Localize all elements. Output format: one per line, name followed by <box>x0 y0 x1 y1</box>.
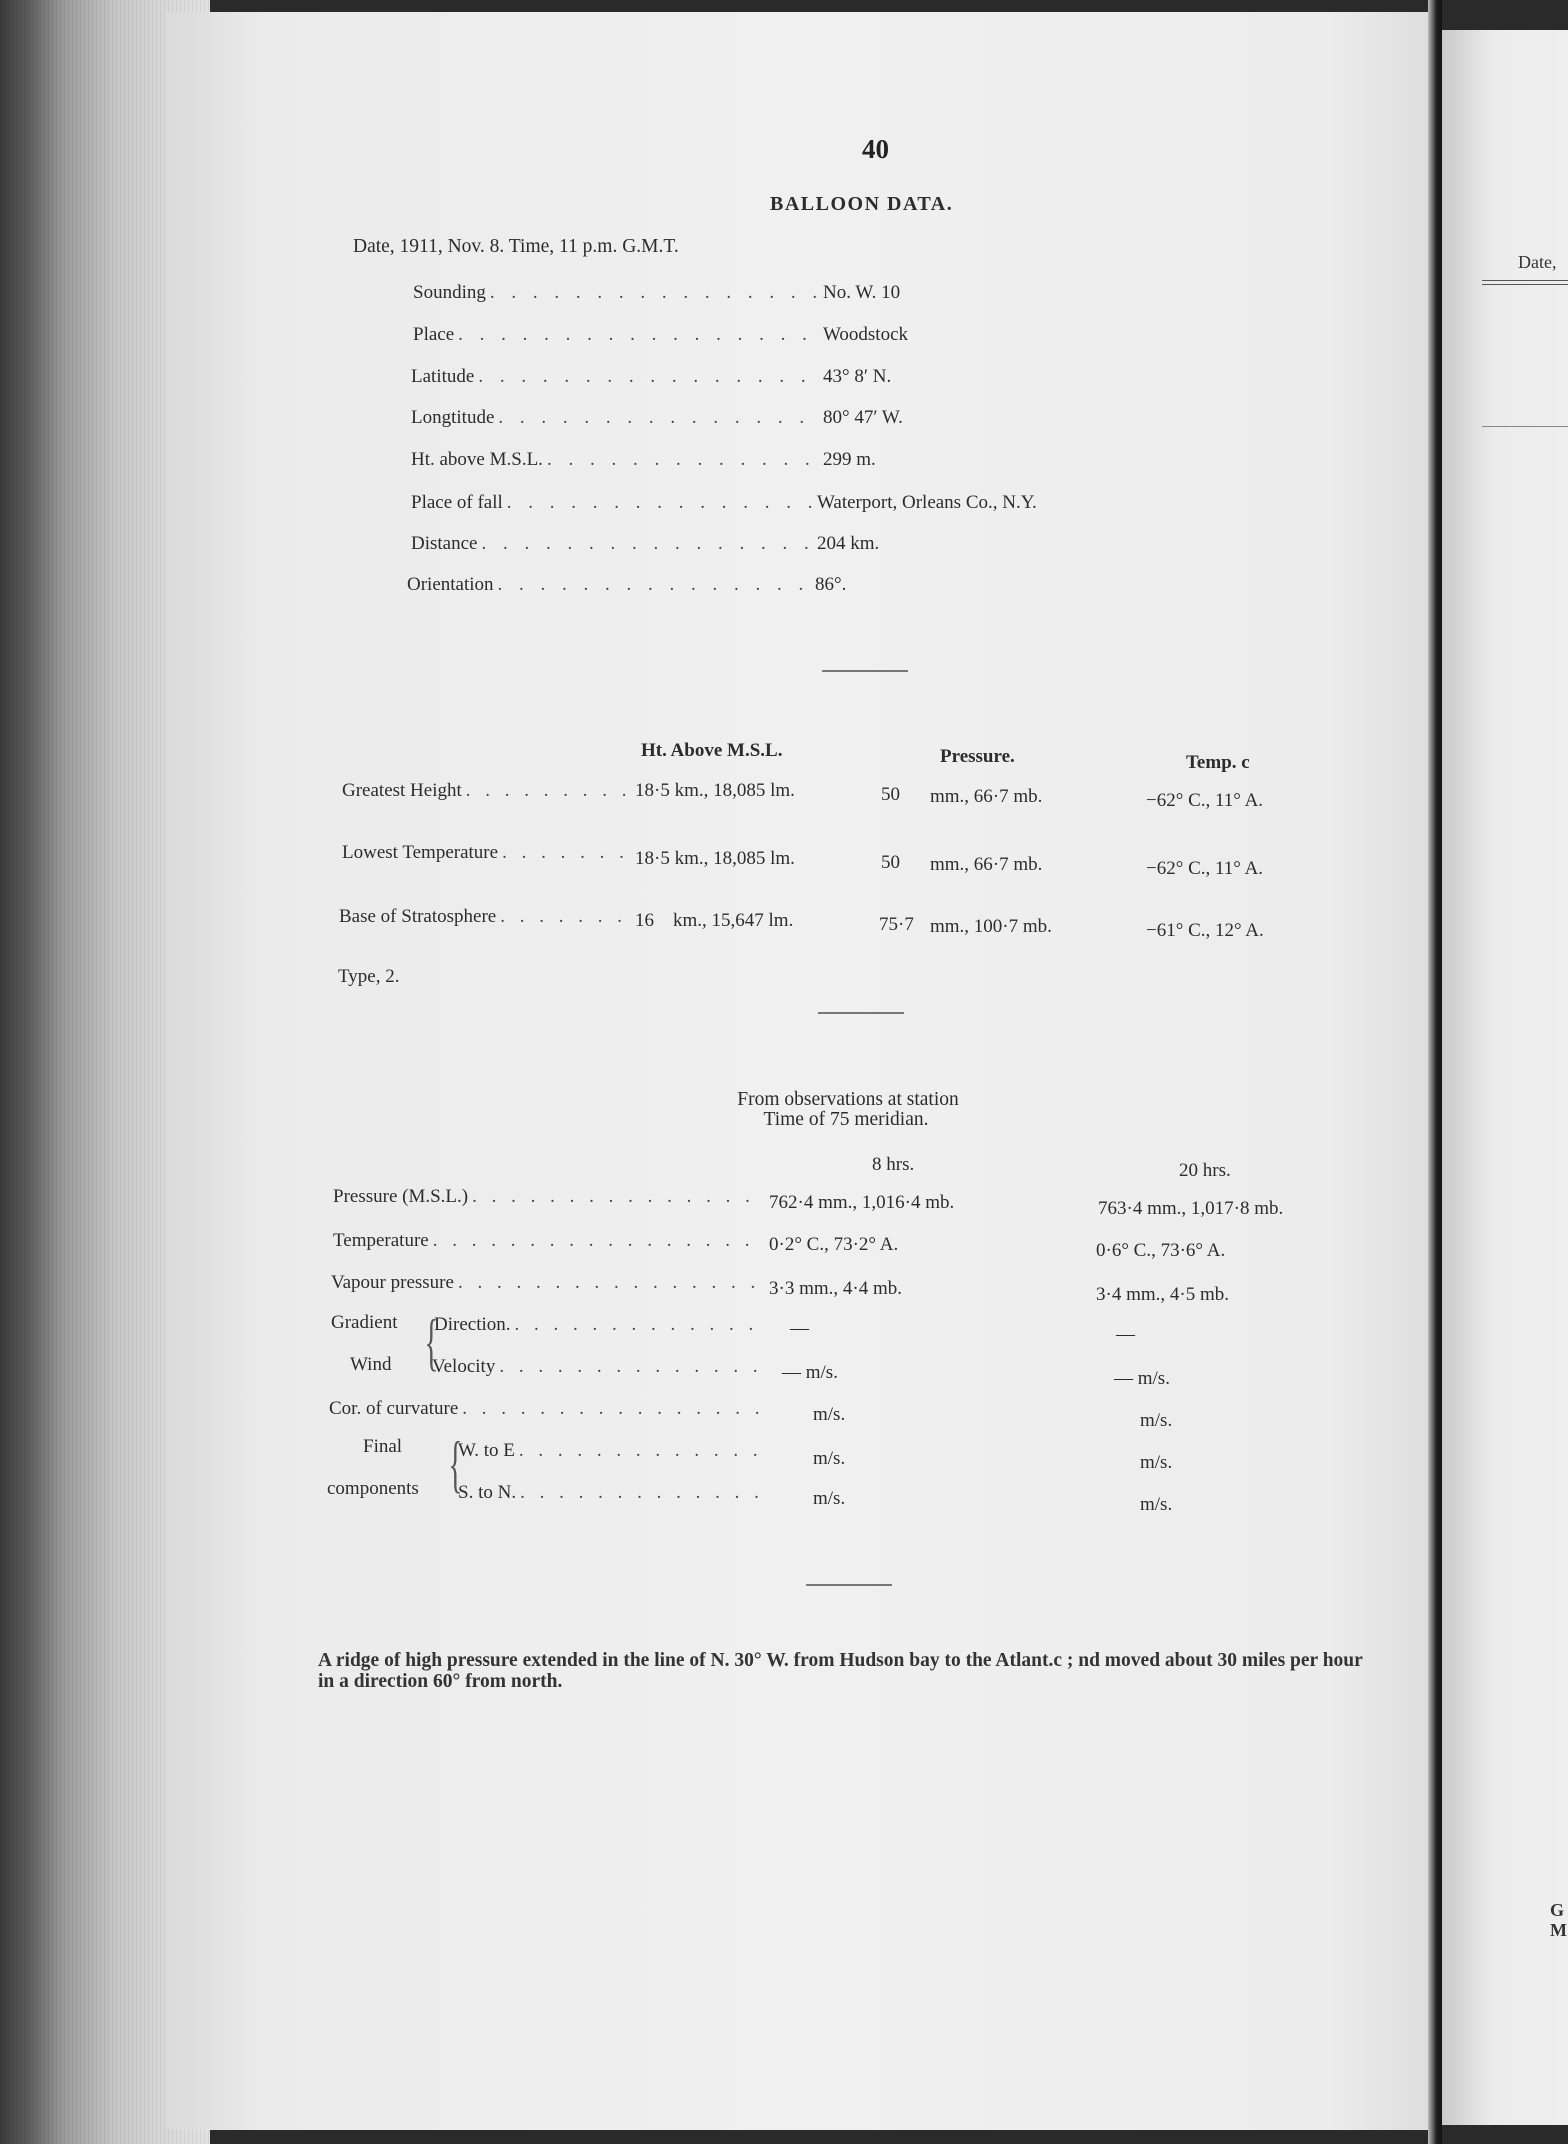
row-label: W. to E <box>458 1440 515 1461</box>
next-page-edge <box>1442 30 1568 2125</box>
section-divider <box>818 1012 904 1014</box>
row-direction-label <box>434 1310 764 1336</box>
row-label: S. to N. <box>458 1482 517 1503</box>
row-label: Base of Stratosphere <box>339 906 497 927</box>
leader-dots <box>502 842 632 864</box>
row-label: Velocity <box>432 1356 496 1377</box>
cell-20hrs: m/s. <box>1140 1452 1173 1473</box>
brace-icon: { <box>448 1428 463 1499</box>
cell-pressure-mb: mm., 66·7 mb. <box>930 786 1043 807</box>
next-page-date-fragment: Date, <box>1518 252 1557 272</box>
summary-paragraph: A ridge of high pressure extended in the line of N. 30° W. from Hudson bay to the Atlant.c ; nd moved about 30 miles per hour in a direction 60° from north. <box>318 1650 1363 1692</box>
cell-height: 18·5 km., 18,085 lm. <box>635 848 795 869</box>
page-number: 40 <box>862 134 889 164</box>
row-label: Lowest Temperature <box>342 842 499 863</box>
cell-8hrs: 0·2° C., 73·2° A. <box>769 1234 899 1255</box>
next-page-fragment-g: G <box>1550 1900 1565 1920</box>
info-value: 86°. <box>815 574 847 595</box>
info-value: 204 km. <box>817 533 880 554</box>
info-label: Latitude <box>411 366 475 387</box>
leader-dots <box>500 906 632 928</box>
info-value: Woodstock <box>823 324 909 345</box>
info-label: Place of fall <box>411 492 503 513</box>
info-value: 80° 47′ W. <box>823 407 903 428</box>
info-value: 299 m. <box>823 449 876 470</box>
cell-8hrs: — m/s. <box>782 1362 838 1383</box>
info-row-sounding <box>413 278 1133 304</box>
page-title: BALLOON DATA. <box>770 193 954 215</box>
row-cor-curvature-label <box>329 1394 764 1420</box>
leader-dots <box>472 1186 763 1208</box>
cell-pressure-mm: 75·7 <box>879 914 914 935</box>
row-temperature-label <box>333 1226 763 1252</box>
leader-dots <box>458 1272 763 1294</box>
info-row-distance <box>411 529 1133 555</box>
info-value: Waterport, Orleans Co., N.Y. <box>817 492 1037 513</box>
info-row-latitude <box>411 362 1133 388</box>
cell-8hrs: m/s. <box>813 1404 846 1425</box>
cell-20hrs: m/s. <box>1140 1494 1173 1515</box>
leader-dots <box>515 1314 764 1336</box>
column-header-height: Ht. Above M.S.L. <box>641 740 783 761</box>
group-label-wind: Wind <box>350 1354 392 1375</box>
info-row-longtitude <box>411 403 1133 429</box>
info-row-place-of-fall <box>411 488 1133 514</box>
next-page-fragment-m: M <box>1550 1920 1567 1940</box>
row-s-to-n-label <box>458 1478 764 1504</box>
cell-pressure-mb: mm., 66·7 mb. <box>930 854 1043 875</box>
row-label: Vapour pressure <box>331 1272 454 1293</box>
cell-temp: −62° C., 11° A. <box>1146 790 1264 811</box>
cell-8hrs: 762·4 mm., 1,016·4 mb. <box>769 1192 955 1213</box>
cell-8hrs: 3·3 mm., 4·4 mb. <box>769 1278 902 1299</box>
next-page-rule <box>1482 284 1568 285</box>
leader-dots <box>458 324 819 346</box>
info-label: Distance <box>411 533 478 554</box>
leader-dots <box>433 1230 763 1252</box>
row-velocity-label <box>432 1352 764 1378</box>
info-label: Sounding <box>413 282 486 303</box>
brace-icon: { <box>424 1306 439 1377</box>
info-value: 43° 8′ N. <box>823 366 892 387</box>
row-greatest-height-label <box>342 776 632 802</box>
cell-8hrs: — <box>790 1318 809 1339</box>
leader-dots <box>520 1482 764 1504</box>
cell-height: 16 km., 15,647 lm. <box>635 910 794 931</box>
leader-dots <box>507 492 813 514</box>
row-label: Temperature <box>333 1230 429 1251</box>
type-label: Type, 2. <box>338 966 400 987</box>
row-vapour-pressure-label <box>331 1268 763 1294</box>
column-header-20hrs: 20 hrs. <box>1179 1160 1231 1181</box>
info-row-place <box>413 320 1133 346</box>
leader-dots <box>481 533 813 555</box>
cell-pressure-mb: mm., 100·7 mb. <box>930 916 1052 937</box>
column-header-temp: Temp. c <box>1186 752 1250 773</box>
next-page-rule <box>1482 280 1568 281</box>
cell-8hrs: m/s. <box>813 1448 846 1469</box>
row-label: Greatest Height <box>342 780 462 801</box>
cell-20hrs: m/s. <box>1140 1410 1173 1431</box>
cell-20hrs: — m/s. <box>1114 1368 1170 1389</box>
cell-height: 18·5 km., 18,085 lm. <box>635 780 795 801</box>
group-label-final: Final <box>363 1436 403 1457</box>
leader-dots <box>478 366 819 388</box>
info-label: Orientation <box>407 574 494 595</box>
info-label: Ht. above M.S.L. <box>411 449 543 470</box>
group-label-components: components <box>327 1478 419 1499</box>
cell-temp: −62° C., 11° A. <box>1146 858 1264 879</box>
cell-8hrs: m/s. <box>813 1488 846 1509</box>
leader-dots <box>498 407 819 429</box>
next-page-rule <box>1482 426 1568 427</box>
column-header-pressure: Pressure. <box>940 746 1015 767</box>
book-gutter <box>1428 0 1442 2144</box>
info-label: Longtitude <box>411 407 495 428</box>
leader-dots <box>498 574 811 596</box>
section-divider <box>806 1584 892 1586</box>
row-label: Pressure (M.S.L.) <box>333 1186 469 1207</box>
station-title-line2: Time of 75 meridian. <box>763 1109 929 1130</box>
leader-dots <box>466 780 632 802</box>
info-row-height <box>411 445 1133 471</box>
info-value: No. W. 10 <box>823 282 901 303</box>
row-label: Cor. of curvature <box>329 1398 459 1419</box>
cell-pressure-mm: 50 <box>881 852 900 873</box>
cell-temp: −61° C., 12° A. <box>1146 920 1264 941</box>
cell-20hrs: 3·4 mm., 4·5 mb. <box>1096 1284 1229 1305</box>
leader-dots <box>462 1398 764 1420</box>
row-label: Direction. <box>434 1314 511 1335</box>
cell-20hrs: — <box>1116 1324 1135 1345</box>
row-base-of-stratosphere-label <box>339 902 632 928</box>
cell-20hrs: 763·4 mm., 1,017·8 mb. <box>1098 1198 1284 1219</box>
leader-dots <box>547 449 819 471</box>
info-label: Place <box>413 324 455 345</box>
date-line: Date, 1911, Nov. 8. Time, 11 p.m. G.M.T. <box>353 236 679 257</box>
group-label-gradient: Gradient <box>331 1312 398 1333</box>
column-header-8hrs: 8 hrs. <box>872 1154 915 1175</box>
row-pressure-msl-label <box>333 1182 763 1208</box>
row-lowest-temperature-label <box>342 838 632 864</box>
info-row-orientation <box>407 570 1133 596</box>
leader-dots <box>499 1356 764 1378</box>
row-w-to-e-label <box>458 1436 764 1462</box>
leader-dots <box>490 282 819 304</box>
leader-dots <box>519 1440 764 1462</box>
station-title-line1: From observations at station <box>737 1089 959 1110</box>
cell-pressure-mm: 50 <box>881 784 900 805</box>
cell-20hrs: 0·6° C., 73·6° A. <box>1096 1240 1226 1261</box>
section-divider <box>822 670 908 672</box>
